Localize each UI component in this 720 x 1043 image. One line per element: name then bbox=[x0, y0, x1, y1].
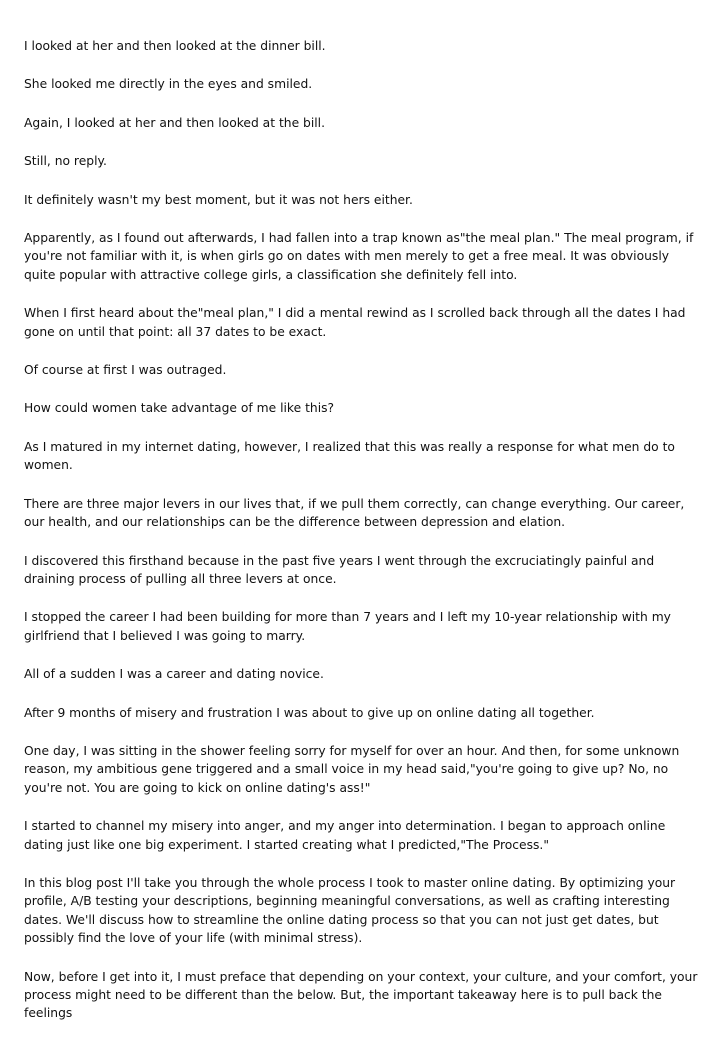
paragraph-8: Of course at first I was outraged. bbox=[24, 363, 227, 378]
paragraph-14: All of a sudden I was a career and dating novice. bbox=[24, 667, 324, 682]
paragraph-7: When I first heard about the"meal plan," I did a mental rewind as I scrolled back through all the dates I had gone on until that point: all 37 dates to be exact. bbox=[24, 306, 686, 339]
paragraph-6: Apparently, as I found out afterwards, I had fallen into a trap known as"the meal plan." The meal program, if you're not familiar with it, is when girls go on dates with men merely to get a free meal. It was obviously quite popular with attractive college girls, a classification she definitely fell into. bbox=[24, 231, 694, 282]
paragraph-9: How could women take advantage of me like this? bbox=[24, 401, 335, 416]
paragraph-17: I started to channel my misery into anger, and my anger into determination. I began to approach online dating just like one big experiment. I started creating what I predicted,"The Process." bbox=[24, 819, 666, 852]
paragraph-12: I discovered this firsthand because in the past five years I went through the excruciatingly painful and draining process of pulling all three levers at once. bbox=[24, 553, 655, 586]
paragraph-15: After 9 months of misery and frustration I was about to give up on online dating all together. bbox=[24, 705, 595, 720]
paragraph-2: She looked me directly in the eyes and smiled. bbox=[24, 77, 313, 92]
paragraph-1: I looked at her and then looked at the dinner bill. bbox=[24, 39, 326, 53]
paragraph-11: There are three major levers in our lives that, if we pull them correctly, can change everything. Our career, our health, and our relationships can be the difference between depression and elation. bbox=[24, 496, 685, 530]
paragraph-18: In this blog post I'll take you through the whole process I took to master online dating. By optimizing your profile, A/B testing your descriptions, beginning meaningful conversations, as well as crafting interesting dates. We'll discuss how to streamline the online dating process so that you can not just get dates, but possibly find the love of your life (with minimal stress). bbox=[24, 875, 676, 946]
paragraph-4: Still, no reply. bbox=[24, 154, 107, 169]
paragraph-10: As I matured in my internet dating, however, I realized that this was really a response for what men do to women. bbox=[24, 439, 675, 473]
paragraph-3: Again, I looked at her and then looked at the bill. bbox=[24, 115, 326, 130]
paragraph-13: I stopped the career I had been building for more than 7 years and I left my 10-year relationship with my girlfriend that I believed I was going to marry. bbox=[24, 610, 671, 643]
paragraph-16: One day, I was sitting in the shower feeling sorry for myself for over an hour. And then, for some unknown reason, my ambitious gene triggered and a small voice in my head said,"you're going to give up? No, no you're not. You are going to kick on online dating's ass!" bbox=[24, 743, 680, 795]
paragraph-19: Now, before I get into it, I must preface that depending on your context, your culture, and your comfort, your process might need to be different than the below. But, the important takeaway here is to pull back the feelings bbox=[24, 969, 698, 1021]
paragraph-5: It definitely wasn't my best moment, but it was not hers either. bbox=[24, 192, 413, 207]
article-body bbox=[24, 37, 700, 1043]
